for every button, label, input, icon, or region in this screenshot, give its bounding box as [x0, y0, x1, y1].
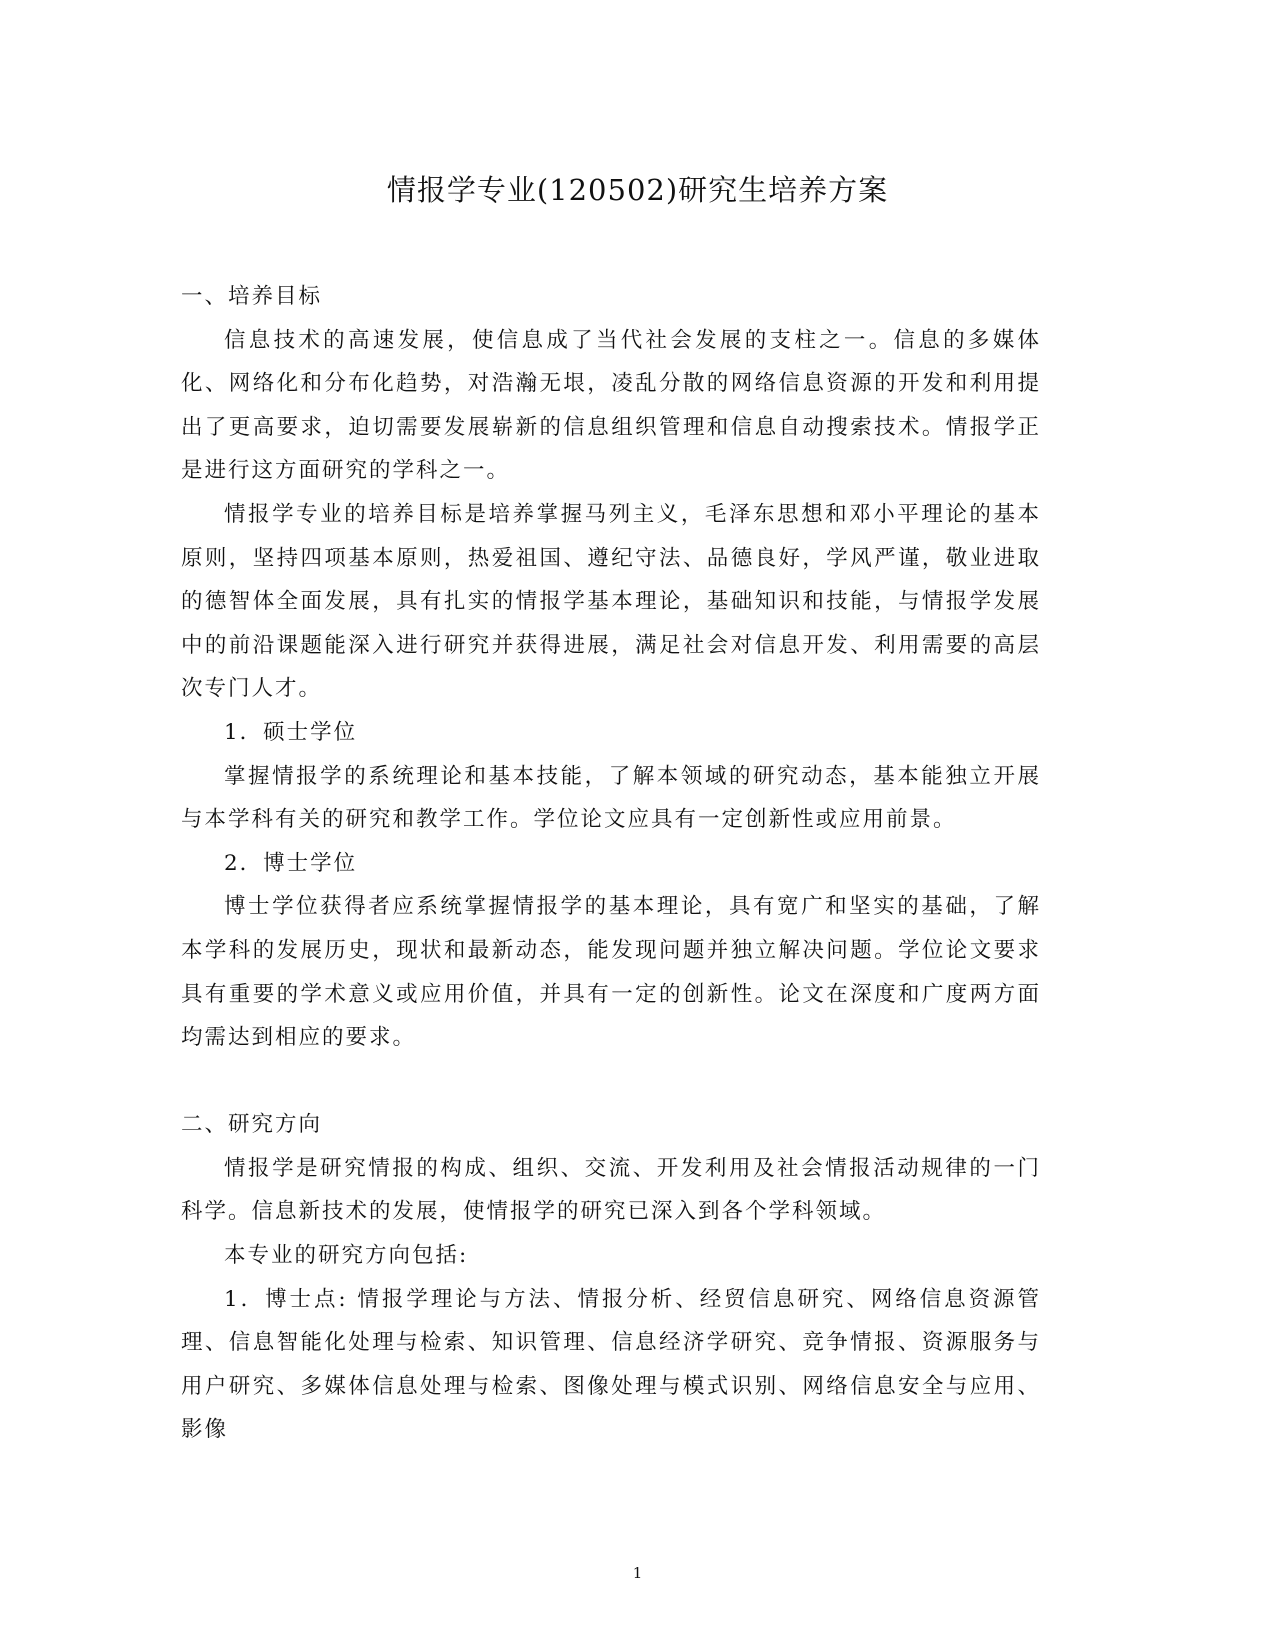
subheading-doctoral-degree: 2．博士学位	[224, 850, 358, 876]
paragraph-training-goals-1: 信息技术的高速发展，使信息成了当代社会发展的支柱之一。信息的多媒体化、网络化和分布化趋势，对浩瀚无垠，凌乱分散的网络信息资源的开发和利用提出了更高要求，迫切需要发展崭新的信息组织管理和信息自动搜索技术。情报学正是进行这方面研究的学科之一。	[181, 327, 1041, 484]
paragraph-training-goals-2: 情报学专业的培养目标是培养掌握马列主义，毛泽东思想和邓小平理论的基本原则，坚持四项基本原则，热爱祖国、遵纪守法、品德良好，学风严谨，敬业进取的德智体全面发展，具有扎实的情报学基本理论，基础知识和技能，与情报学发展中的前沿课题能深入进行研究并获得进展，满足社会对信息开发、利用需要的高层次专门人才。	[181, 501, 1041, 702]
document-body	[181, 275, 1041, 1452]
section-heading-training-goals: 一、培养目标	[181, 284, 323, 309]
paragraph-research-directions-1: 情报学是研究情报的构成、组织、交流、开发利用及社会情报活动规律的一门科学。信息新技术的发展，使情报学的研究已深入到各个学科领域。	[181, 1155, 1041, 1225]
paragraph-research-directions-3: 1．博士点: 情报学理论与方法、情报分析、经贸信息研究、网络信息资源管理、信息智能化处理与检索、知识管理、信息经济学研究、竞争情报、资源服务与用户研究、多媒体信息处理与检索、图像处理与模式识别、网络信息安全与应用、影像	[181, 1286, 1041, 1443]
page-title: 情报学专业(120502)研究生培养方案	[386, 173, 889, 207]
paragraph-doctoral-degree: 博士学位获得者应系统掌握情报学的基本理论，具有宽广和坚实的基础，了解本学科的发展历史，现状和最新动态，能发现问题并独立解决问题。学位论文要求具有重要的学术意义或应用价值，并具有一定的创新性。论文在深度和广度两方面均需达到相应的要求。	[181, 894, 1041, 1051]
paragraph-research-directions-2: 本专业的研究方向包括:	[224, 1243, 469, 1269]
section-spacer	[181, 1060, 1041, 1104]
section-heading-research-directions: 二、研究方向	[181, 1112, 323, 1138]
page-number: 1	[632, 1564, 643, 1582]
subheading-masters-degree: 1．硕士学位	[224, 719, 358, 745]
paragraph-masters-degree: 掌握情报学的系统理论和基本技能，了解本领域的研究动态，基本能独立开展与本学科有关的研究和教学工作。学位论文应具有一定创新性或应用前景。	[181, 763, 1041, 833]
